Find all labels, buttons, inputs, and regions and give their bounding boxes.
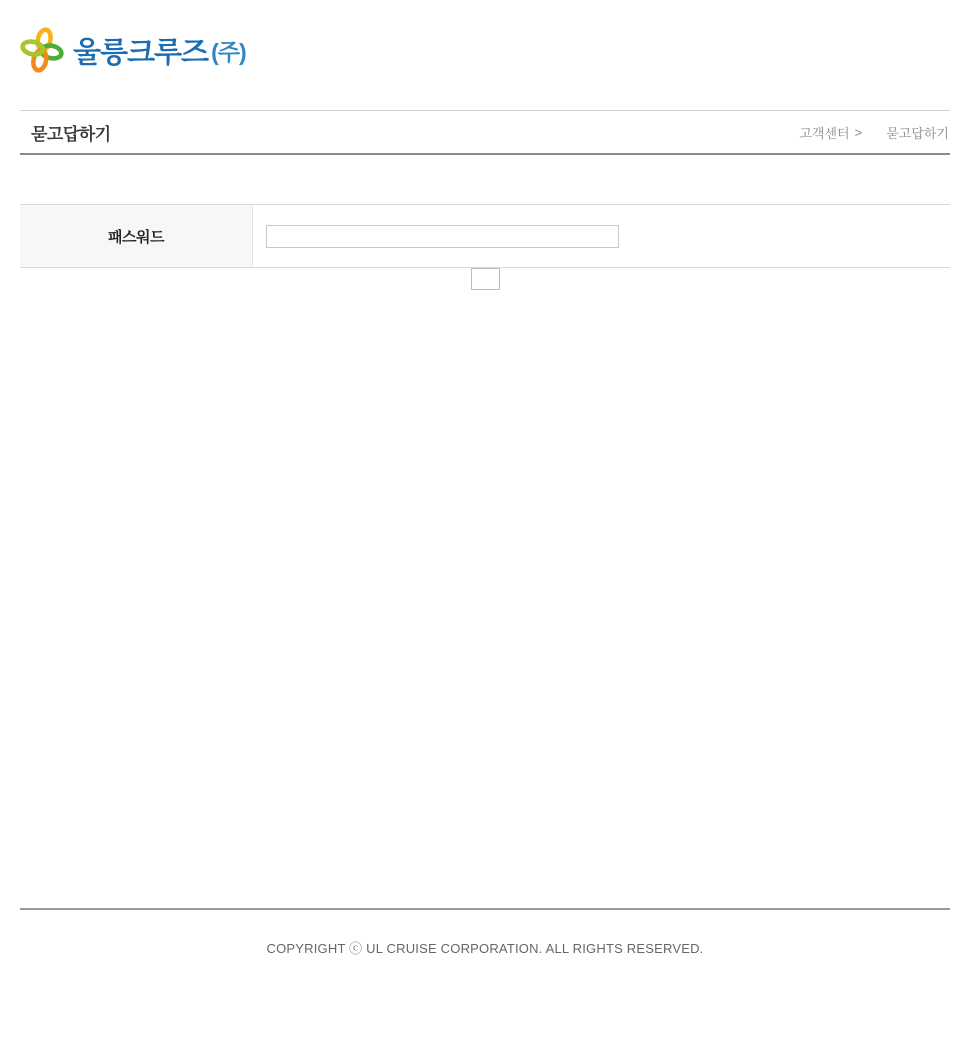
breadcrumb (799, 123, 950, 142)
breadcrumb-current[interactable]: 묻고답하기 (886, 125, 949, 141)
logo[interactable] (20, 27, 246, 73)
page-title-bar (20, 110, 950, 155)
site-footer (20, 908, 950, 957)
site-header (0, 0, 970, 110)
password-label-cell (20, 205, 253, 267)
password-table (20, 204, 950, 268)
logo-text: 울릉크루즈 (73, 36, 209, 69)
page-title: 묻고답하기 (31, 124, 111, 144)
copyright-text: COPYRIGHT ⓒ UL CRUISE CORPORATION. ALL RIGHTS RESERVED. (266, 941, 704, 956)
password-input[interactable] (266, 225, 619, 248)
password-input-cell (253, 205, 950, 267)
breadcrumb-separator: > (854, 124, 863, 140)
breadcrumb-parent[interactable]: 고객센터 (799, 125, 850, 141)
confirm-button[interactable] (471, 268, 500, 290)
submit-row (20, 268, 950, 290)
password-label: 패스워드 (108, 228, 164, 246)
flower-pinwheel-icon (20, 27, 64, 73)
logo-suffix: (주) (211, 38, 246, 65)
main-content (20, 155, 950, 908)
